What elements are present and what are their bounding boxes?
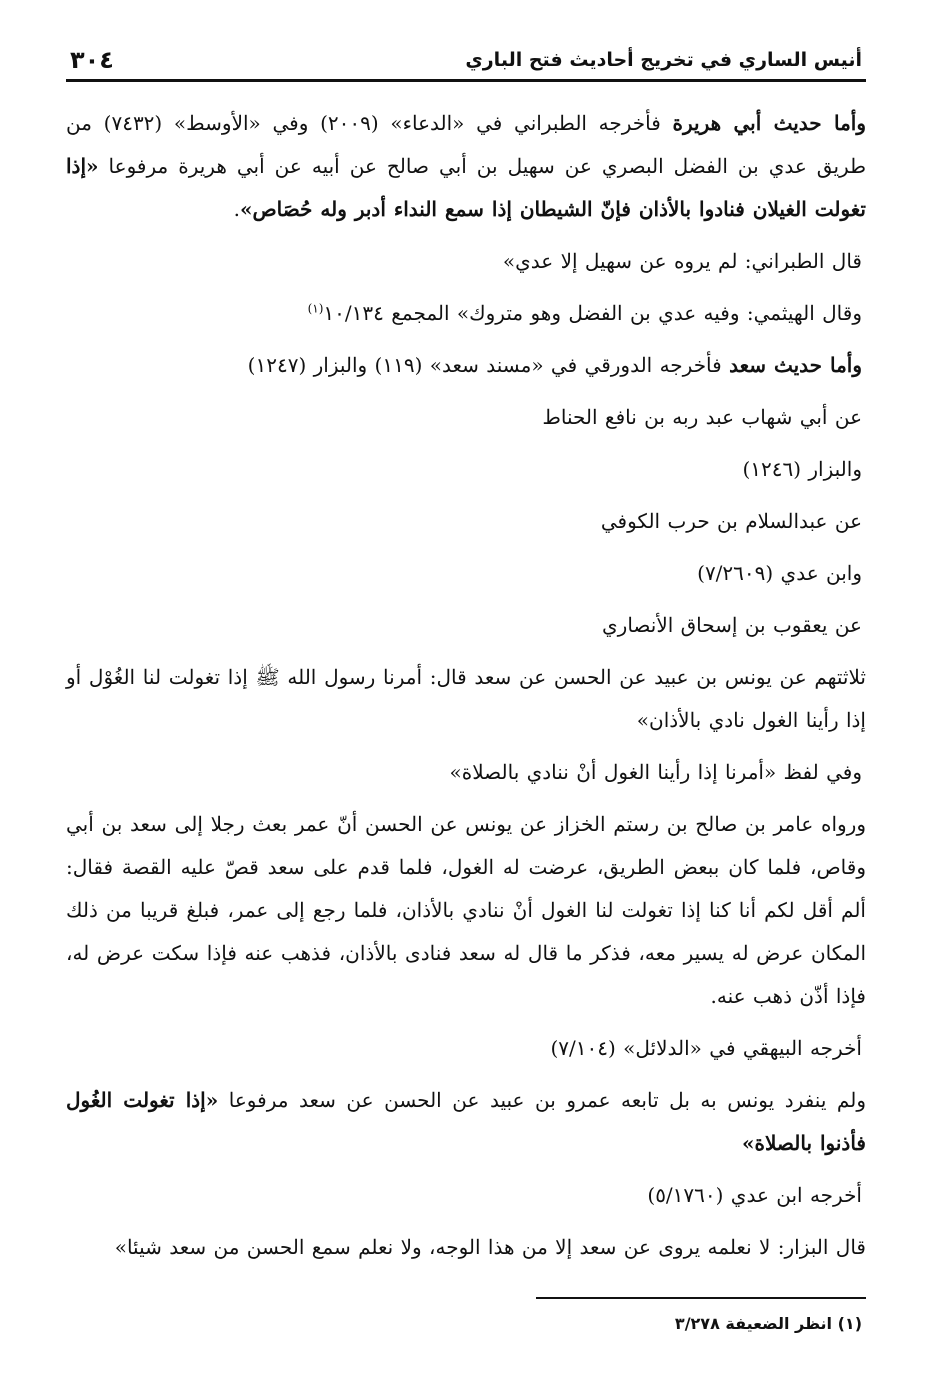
text-run: أخرجه البيهقي في «الدلائل» (٧/١٠٤) <box>550 1036 862 1060</box>
paragraph <box>66 500 866 543</box>
bold-text: وأما حديث أبي هريرة <box>672 111 866 135</box>
bold-text: «إذا تغولت الغُول فأذنوا بالصلاة» <box>66 1088 866 1155</box>
text-run: عن عبدالسلام بن حرب الكوفي <box>600 509 862 533</box>
paragraph <box>66 448 866 491</box>
text-run: ولم ينفرد يونس به بل تابعه عمرو بن عبيد عن الحسن عن سعد مرفوعا <box>218 1088 866 1112</box>
paragraph <box>66 344 866 387</box>
paragraph <box>66 803 866 1018</box>
paragraph <box>66 240 866 283</box>
paragraph <box>66 1174 866 1217</box>
paragraph <box>66 102 866 231</box>
footnote-divider <box>536 1297 866 1299</box>
paragraph <box>66 1079 866 1165</box>
bold-text: «إذا تغولت الغيلان فنادوا بالأذان فإنّ الشيطان إذا سمع النداء أدبر وله حُصَاص» <box>66 154 866 221</box>
document-page <box>66 38 866 1339</box>
text-run: أخرجه ابن عدي (٥/١٧٦٠) <box>647 1183 862 1207</box>
text-run: ورواه عامر بن صالح بن رستم الخزاز عن يونس عن الحسن أنّ عمر بعث رجلا إلى سعد بن أبي وقاص، فلما كان ببعض الطريق، عرضت له الغول، فلما قدم على سعد قصّ عليه القصة فقال: ألم أقل لكم أنا كنا إذا تغولت لنا الغول أنْ ننادي بالأذان، فلما رجع إلى عمر، فبلغ قريبا من ذلك المكان عرض له يسير معه، فذكر ما قال له سعد فنادى بالأذان، فذهب عنه فإذا سكت عرض له، فإذا أذّن ذهب عنه. <box>66 812 866 1008</box>
text-run: وابن عدي (٧/٢٦٠٩) <box>697 561 862 585</box>
running-title: أنيس الساري في تخريج أحاديث فتح الباري <box>465 49 862 71</box>
text-run: قال الطبراني: لم يروه عن سهيل إلا عدي» <box>502 249 862 273</box>
page-number: ٣٠٤ <box>70 46 114 74</box>
text-run: ثلاثتهم عن يونس بن عبيد عن الحسن عن سعد قال: أمرنا رسول الله ﷺ إذا تغولت لنا الغُوْل أو إذا رأينا الغول نادي بالأذان» <box>66 665 867 732</box>
paragraph <box>66 552 866 595</box>
paragraph <box>66 396 866 439</box>
body-text <box>66 102 866 1269</box>
page-header <box>66 38 866 82</box>
paragraph <box>66 604 866 647</box>
footnote: (١) انظر الضعيفة ٣/٢٧٨ <box>674 1314 862 1333</box>
text-run: فأخرجه الدورقي في «مسند سعد» (١١٩) والبزار (١٢٤٧) <box>247 353 730 377</box>
bold-text: وأما حديث سعد <box>729 353 862 377</box>
paragraph <box>66 656 866 742</box>
text-run: وقال الهيثمي: وفيه عدي بن الفضل وهو متروك» المجمع ١٠/١٣٤ <box>323 301 862 325</box>
text-run: عن يعقوب بن إسحاق الأنصاري <box>602 613 862 637</box>
text-run: عن أبي شهاب عبد ربه بن نافع الحناط <box>542 405 862 429</box>
text-run: . <box>233 197 240 221</box>
text-run: وفي لفظ «أمرنا إذا رأينا الغول أنْ ننادي بالصلاة» <box>449 760 862 784</box>
paragraph <box>66 1226 866 1269</box>
text-run: قال البزار: لا نعلمه يروى عن سعد إلا من هذا الوجه، ولا نعلم سمع الحسن من سعد شيئا» <box>114 1235 866 1259</box>
footnote-marker: (١) <box>307 301 324 316</box>
paragraph <box>66 292 866 335</box>
text-run: والبزار (١٢٤٦) <box>742 457 862 481</box>
text-run: فأخرجه الطبراني في «الدعاء» (٢٠٠٩) وفي «الأوسط» (٧٤٣٢) من طريق عدي بن الفضل البصري عن سهيل بن أبي صالح عن أبيه عن أبي هريرة مرفوعا <box>66 111 866 178</box>
paragraph <box>66 1027 866 1070</box>
paragraph <box>66 751 866 794</box>
